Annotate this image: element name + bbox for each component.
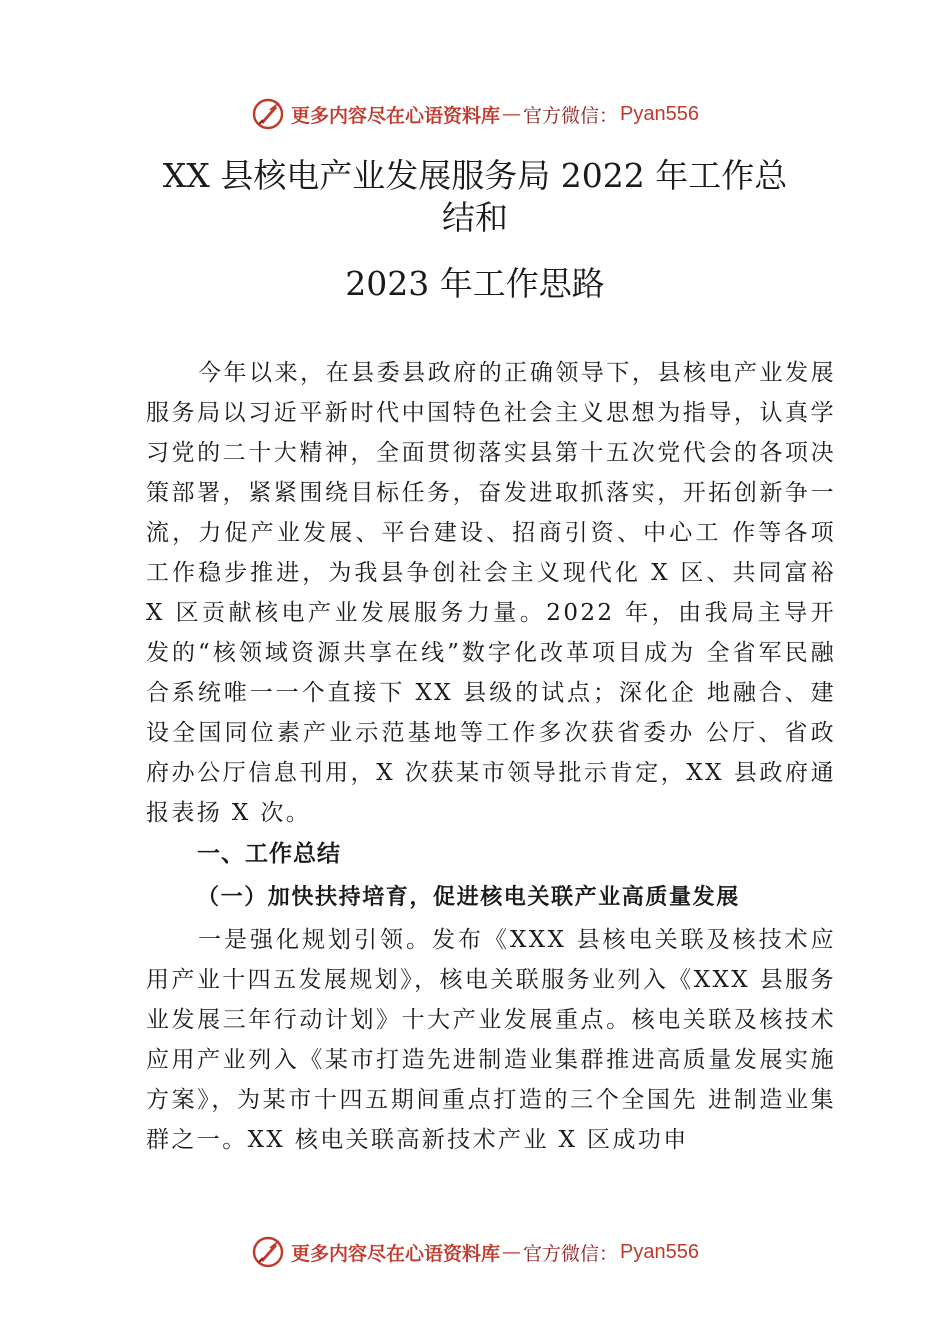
subsection-heading: （一）加快扶持培育，促进核电关联产业高质量发展 [197, 884, 740, 910]
watermark-site-text: 更多内容尽在心语资料库 [291, 1242, 501, 1265]
watermark-site-text: 更多内容尽在心语资料库 [291, 104, 501, 127]
watermark-separator: — [502, 103, 522, 125]
watermark-banner-top [0, 94, 950, 134]
watermark-separator: — [502, 1241, 522, 1263]
document-title-line-1: XX 县核电产业发展服务局 2022 年工作总 [162, 156, 788, 195]
body-paragraph-1: 一是强化规划引领。发布《XXX 县核电关联及核技术应用产业十四五发展规划》，核电关联服务业列入《XXX 县服务业发展三年行动计划》十大产业发展重点。核电关联及核技术应用产业列入《某市打造先进制造业集群推进高质量发展实施方案》，为某市十四五期间重点打造的三个全国先 进制造业集群之一。XX 核电关联高新技术产业 X 区成功申 [146, 927, 836, 1153]
document-title-line-2: 结和 [442, 198, 508, 237]
watermark-official-label: 官方微信： [523, 1242, 619, 1265]
document-title-line-3: 2023 年工作思路 [345, 264, 605, 303]
section-heading: 一、工作总结 [197, 841, 341, 867]
intro-paragraph: 今年以来，在县委县政府的正确领导下，县核电产业发展服务局以习近平新时代中国特色社会主义思想为指导，认真学习党的二十大精神，全面贯彻落实县第十五次党代会的各项决策部署，紧紧围绕目标任务，奋发进取抓落实，开拓创新争一流，力促产业发展、平台建设、招商引资、中心工 作等各项工作稳步推进，为我县争创社会主义现代化 X 区、共同富裕 X 区贡献核电产业发展服务力量。2022 年，由我局主导开发的“核领域资源共享在线”数字化改革项目成为 全省军民融合系统唯一一个直接下 XX 县级的试点；深化企 地融合、建设全国同位素产业示范基地等工作多次获省委办 公厅、省政府办公厅信息刊用，X 次获某市领导批示肯定，XX 县政府通报表扬 X 次。 [146, 360, 836, 826]
watermark-official-label: 官方微信： [523, 104, 619, 127]
quill-logo-icon [251, 1235, 285, 1269]
watermark-wechat-id: Pyan556 [620, 1240, 699, 1263]
watermark-banner-bottom [0, 1232, 950, 1272]
quill-logo-icon [251, 97, 285, 131]
watermark-wechat-id: Pyan556 [620, 102, 699, 125]
